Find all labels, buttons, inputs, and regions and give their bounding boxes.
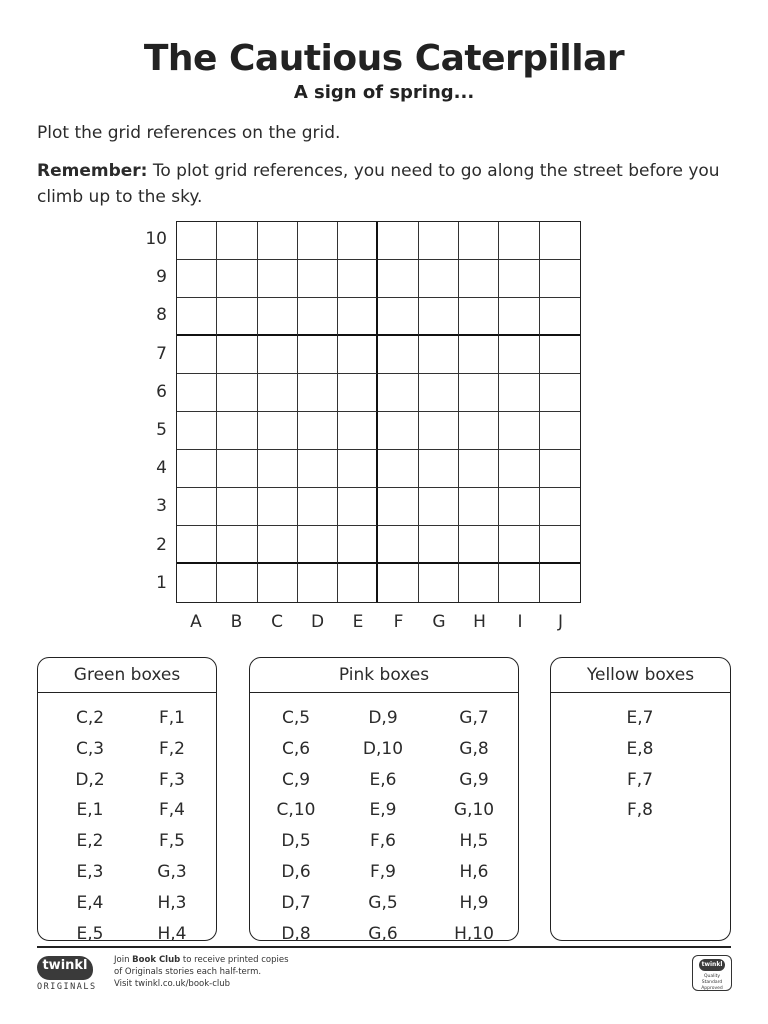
quality-badge-icon xyxy=(692,955,732,991)
grid-cell xyxy=(378,298,418,336)
grid-cell xyxy=(298,564,338,602)
grid-cell xyxy=(217,222,257,260)
grid-reference: C,10 xyxy=(276,800,316,821)
grid-cell xyxy=(499,374,539,412)
grid-reference: E,1 xyxy=(76,800,104,821)
logo-subtext: ORIGINALS xyxy=(37,982,97,992)
grid-cell xyxy=(540,260,580,298)
grid-cell xyxy=(419,450,459,488)
y-axis-label: 2 xyxy=(156,534,167,555)
grid-reference: C,6 xyxy=(281,738,311,759)
grid-reference: H,5 xyxy=(459,831,489,852)
y-axis-label: 1 xyxy=(156,572,167,593)
grid-cell xyxy=(378,450,418,488)
grid-reference: H,3 xyxy=(157,892,187,913)
x-axis-label: G xyxy=(432,612,446,632)
y-axis-label: 10 xyxy=(145,229,167,249)
grid-cell xyxy=(217,412,257,450)
grid-reference: E,6 xyxy=(369,769,397,790)
grid-reference: D,8 xyxy=(281,923,311,944)
y-axis-label: 5 xyxy=(156,420,167,440)
grid-cell xyxy=(419,564,459,602)
grid-cell xyxy=(298,222,338,260)
grid-cell xyxy=(459,412,499,450)
grid-cell xyxy=(499,450,539,488)
grid-reference: D,2 xyxy=(75,769,105,790)
grid-cell xyxy=(298,298,338,336)
grid-cell xyxy=(499,526,539,564)
grid-cell xyxy=(338,374,378,412)
grid-reference: D,5 xyxy=(281,831,311,852)
grid-cell xyxy=(459,260,499,298)
grid-cell xyxy=(177,374,217,412)
grid-reference: D,6 xyxy=(281,861,311,882)
grid-cell xyxy=(177,336,217,374)
grid-cell xyxy=(258,222,298,260)
grid-reference: H,10 xyxy=(454,923,494,944)
grid-cell xyxy=(338,222,378,260)
grid-cell xyxy=(378,526,418,564)
yellow-boxes-panel xyxy=(550,657,731,941)
grid-cell xyxy=(459,526,499,564)
grid-cell xyxy=(499,564,539,602)
grid-reference: D,9 xyxy=(368,708,398,728)
grid-reference: C,5 xyxy=(281,708,311,728)
badge-logo: twinkl xyxy=(699,959,725,971)
remember-label: Remember: xyxy=(37,161,148,181)
y-axis-label: 9 xyxy=(156,267,167,288)
x-axis-label: E xyxy=(352,612,364,632)
grid-cell xyxy=(258,450,298,488)
grid-reference: G,9 xyxy=(459,769,489,790)
pink-column xyxy=(256,703,336,949)
x-axis-label: B xyxy=(230,612,243,632)
y-axis-label: 4 xyxy=(156,458,167,479)
grid-reference: F,3 xyxy=(159,769,185,790)
pink-boxes-panel xyxy=(249,657,519,944)
y-axis-label: 6 xyxy=(156,381,167,402)
grid-reference: H,6 xyxy=(459,861,489,882)
grid-reference: F,4 xyxy=(159,800,185,821)
green-column xyxy=(132,703,212,949)
x-axis-label: D xyxy=(310,612,325,632)
grid-cell xyxy=(378,564,418,602)
grid-reference: D,7 xyxy=(281,892,311,913)
green-boxes-title: Green boxes xyxy=(38,658,216,693)
grid-reference: E,9 xyxy=(369,800,397,821)
grid-cell xyxy=(419,336,459,374)
grid-cell xyxy=(378,336,418,374)
grid-cell xyxy=(459,374,499,412)
grid-reference: G,7 xyxy=(459,708,489,728)
grid-cell xyxy=(419,526,459,564)
footer-book-club: Book Club xyxy=(132,955,181,965)
grid-cell xyxy=(419,298,459,336)
x-axis-label: C xyxy=(271,612,283,632)
pink-boxes-title: Pink boxes xyxy=(250,658,518,693)
plotting-grid xyxy=(176,221,581,603)
grid-cell xyxy=(419,374,459,412)
grid-reference: D,10 xyxy=(362,738,404,759)
grid-cell xyxy=(258,412,298,450)
grid-cell xyxy=(217,450,257,488)
footer-divider xyxy=(37,946,731,948)
grid-reference: G,5 xyxy=(368,892,398,913)
footer-line-3: Visit twinkl.co.uk/book-club xyxy=(114,979,231,989)
footer-join-prefix: Join xyxy=(114,955,133,965)
grid-reference: C,9 xyxy=(281,769,311,790)
badge-line-1: Quality Standard xyxy=(701,974,723,985)
grid-cell xyxy=(540,412,580,450)
grid-cell xyxy=(540,374,580,412)
grid-reference: G,10 xyxy=(453,800,495,821)
grid-reference: G,3 xyxy=(157,861,187,882)
grid-cell xyxy=(217,488,257,526)
yellow-column xyxy=(600,703,680,826)
grid-cell xyxy=(499,336,539,374)
y-axis-label: 3 xyxy=(156,496,167,517)
grid-cell xyxy=(177,412,217,450)
grid-reference: F,1 xyxy=(159,708,185,728)
grid-cell xyxy=(459,336,499,374)
x-axis-label: A xyxy=(190,612,202,632)
grid-reference: H,9 xyxy=(459,892,489,913)
grid-cell xyxy=(177,260,217,298)
grid-cell xyxy=(177,298,217,336)
grid-cell xyxy=(298,450,338,488)
grid-reference: H,4 xyxy=(157,923,187,944)
grid-cell xyxy=(258,564,298,602)
grid-cell xyxy=(540,526,580,564)
grid-cell xyxy=(378,222,418,260)
grid-cell xyxy=(217,336,257,374)
grid-reference: E,8 xyxy=(626,738,654,759)
grid-cell xyxy=(499,488,539,526)
grid-cell xyxy=(540,336,580,374)
grid-cell xyxy=(338,260,378,298)
grid-reference: E,2 xyxy=(76,831,104,852)
grid-reference: G,6 xyxy=(368,923,398,944)
grid-cell xyxy=(338,488,378,526)
grid-cell xyxy=(338,412,378,450)
grid-cell xyxy=(217,298,257,336)
grid-cell xyxy=(338,564,378,602)
grid-cell xyxy=(540,488,580,526)
x-axis-label: F xyxy=(393,612,404,632)
grid-cell xyxy=(499,222,539,260)
grid-cell xyxy=(499,412,539,450)
grid-cell xyxy=(499,298,539,336)
grid-reference: F,6 xyxy=(370,831,396,852)
grid-reference: F,8 xyxy=(627,800,653,821)
footer-text xyxy=(114,954,289,990)
grid-reference: E,4 xyxy=(76,892,104,913)
x-axis-label: H xyxy=(473,612,486,632)
page-title: The Cautious Caterpillar xyxy=(143,38,625,79)
grid-cell xyxy=(378,412,418,450)
grid-cell xyxy=(258,298,298,336)
grid-cell xyxy=(419,260,459,298)
grid-cell xyxy=(459,450,499,488)
remember-body: To plot grid references, you need to go along the street before you climb up to the sky. xyxy=(37,161,720,207)
x-axis-label: J xyxy=(557,612,563,632)
grid-cell xyxy=(298,526,338,564)
badge-text xyxy=(695,974,729,992)
yellow-boxes-title: Yellow boxes xyxy=(551,658,730,693)
twinkl-logo xyxy=(37,956,95,994)
grid-reference: G,8 xyxy=(459,738,489,759)
grid-cell xyxy=(540,564,580,602)
badge-line-2: Approved xyxy=(701,986,723,991)
grid-cell xyxy=(298,488,338,526)
grid-cell xyxy=(540,298,580,336)
grid-cell xyxy=(459,298,499,336)
instruction-text: Plot the grid references on the grid. xyxy=(37,123,341,143)
grid-reference: F,5 xyxy=(159,831,185,852)
grid-cell xyxy=(459,564,499,602)
grid-cell xyxy=(419,412,459,450)
grid-cell xyxy=(298,374,338,412)
grid-cell xyxy=(177,450,217,488)
grid-cell xyxy=(540,450,580,488)
logo-text: twinkl xyxy=(42,958,88,973)
y-axis-label: 7 xyxy=(156,343,167,364)
y-axis-label: 8 xyxy=(156,305,167,326)
grid-cell xyxy=(459,222,499,260)
grid-cell xyxy=(298,412,338,450)
grid-cell xyxy=(338,450,378,488)
grid-cell xyxy=(298,260,338,298)
page-subtitle: A sign of spring... xyxy=(293,82,475,103)
grid-cell xyxy=(419,222,459,260)
grid-cell xyxy=(177,222,217,260)
footer-line-2: of Originals stories each half-term. xyxy=(114,967,262,977)
grid-cell xyxy=(258,260,298,298)
grid-cell xyxy=(338,298,378,336)
grid-cell xyxy=(338,526,378,564)
grid-cell xyxy=(298,336,338,374)
grid-cell xyxy=(177,488,217,526)
grid-cell xyxy=(258,526,298,564)
grid-reference: E,7 xyxy=(626,708,654,728)
grid-reference: F,7 xyxy=(627,769,653,790)
green-boxes-panel xyxy=(37,657,217,944)
remember-text xyxy=(37,158,737,210)
grid-cell xyxy=(459,488,499,526)
pink-column xyxy=(343,703,423,949)
grid-cell xyxy=(419,488,459,526)
grid-cell xyxy=(217,374,257,412)
grid-cell xyxy=(217,526,257,564)
footer-join-suffix: to receive printed copies xyxy=(180,955,289,965)
grid-cell xyxy=(258,374,298,412)
grid-cell xyxy=(258,488,298,526)
grid-cell xyxy=(217,260,257,298)
grid-cell xyxy=(177,526,217,564)
grid-cell xyxy=(540,222,580,260)
grid-cell xyxy=(378,260,418,298)
grid-reference: E,3 xyxy=(76,861,104,882)
pink-column xyxy=(434,703,514,949)
grid-reference: C,3 xyxy=(75,738,105,759)
x-axis-label: I xyxy=(517,612,523,632)
grid-cell xyxy=(338,336,378,374)
grid-reference: F,9 xyxy=(370,861,396,882)
grid-cell xyxy=(378,488,418,526)
grid-reference: F,2 xyxy=(159,738,185,759)
grid-cell xyxy=(258,336,298,374)
grid-reference: C,2 xyxy=(75,708,105,728)
grid-cell xyxy=(217,564,257,602)
grid-cell xyxy=(177,564,217,602)
grid-reference: E,5 xyxy=(76,923,104,944)
grid-cell xyxy=(378,374,418,412)
green-column xyxy=(50,703,130,949)
grid-cell xyxy=(499,260,539,298)
